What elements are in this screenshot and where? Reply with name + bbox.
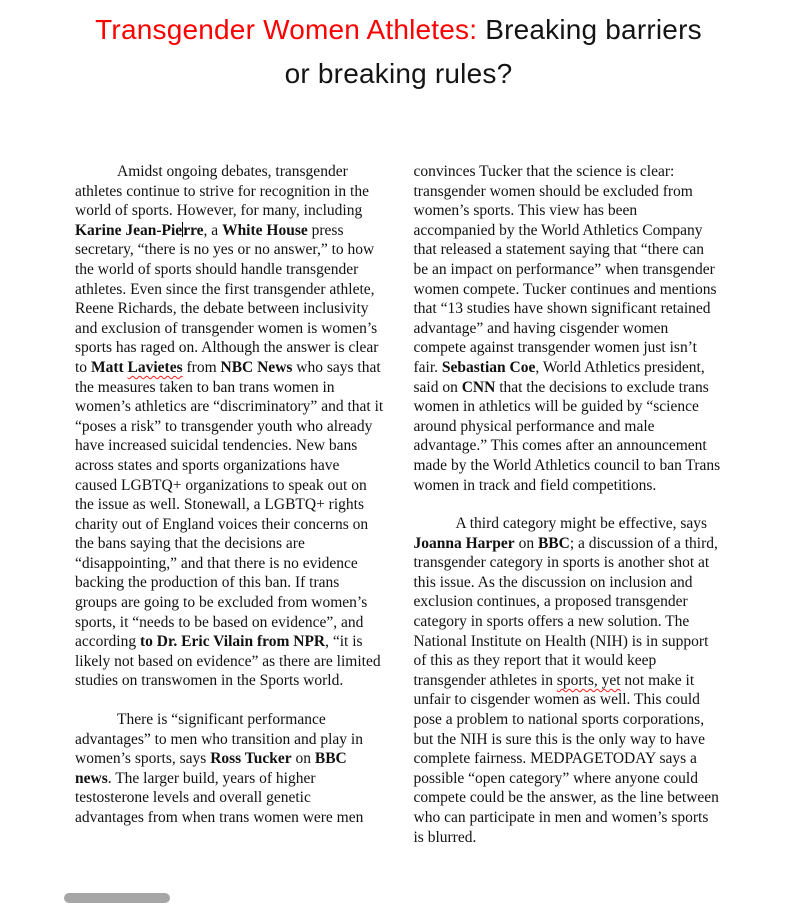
two-column-body (75, 162, 722, 866)
text-run: who says that the measures taken to ban trans women in women’s athletics are “discriminatory” and that it “poses a risk” to transgender youth who already have increased suicidal tendencies. New bans across states and sports organizations have caused LGBTQ+ organizations to speak out on the issue as well. Stonewall, a LGBTQ+ rights charity out of England voices their concerns on the bans saying that the decisions are “disappointing,” and that there is no evidence backing the production of this ban. If trans groups are going to be excluded from women’s sports, it “needs to be based on evidence”, and according (75, 358, 384, 651)
bold-text-run: Matt (90, 358, 128, 376)
text-run: that the decisions to exclude trans women in athletics will be guided by “science around physical performance and male advantage.” This comes after an announcement made by the World Athletics council to ban Trans women in track and field competitions. (413, 378, 721, 494)
text-run: ; a discussion of a third, transgender category in sports is another shot at this issue. As the discussion on inclusion and exclusion continues, a proposed transgender category in sports offers a new solution. The National Institute on Health (NIH) is in support of this as they report that it would keep transgender athletes in (413, 534, 718, 689)
text-run: A third category might be effective, says (455, 515, 708, 533)
bold-text-run: Joanna Harper (413, 534, 515, 552)
bold-text-run: Ross Tucker (210, 750, 292, 768)
paragraph (75, 162, 384, 691)
text-run: , a (203, 221, 223, 239)
bold-text-run: to Dr. Eric Vilain from NPR (139, 633, 326, 651)
bold-text-run: BBC news (75, 750, 347, 787)
text-run: from (182, 358, 221, 376)
left-column (75, 162, 384, 866)
bold-text-run: BBC (537, 534, 570, 552)
bold-text-run: Sebastian Coe (441, 358, 536, 376)
text-run: Amidst ongoing debates, transgender athletes continue to strive for recognition in the world of sports. However, for many, including (75, 163, 369, 220)
right-column (414, 162, 723, 866)
text-run: There is “significant performance advantages” to men who transition and play in women’s sports, says (75, 711, 363, 768)
horizontal-scrollbar-thumb[interactable] (64, 893, 170, 903)
text-run: on (291, 750, 315, 768)
paragraph (414, 514, 723, 847)
document-title (75, 8, 722, 96)
text-run: on (514, 534, 538, 552)
bold-text-run: Karine Jean-Pie (75, 221, 183, 239)
text-run: Transgender Women Athletes: (95, 14, 478, 45)
text-run: or breaking rules? (284, 58, 513, 89)
text-run: Breaking barriers (477, 14, 702, 45)
bold-text-run: rre (183, 221, 204, 239)
text-run: sports, yet (556, 671, 621, 689)
text-run: , World Athletics president, said on (413, 358, 705, 396)
paragraph (414, 162, 723, 495)
paragraph (75, 710, 384, 828)
text-run: press secretary, “there is no yes or no answer,” to how the world of sports should handle transgender athletes. Even since the first transgender athlete, Reene Richards, the debate between inclusivity and exclusion of transgender women is women’s sports has raged on. Although the answer is clear to (75, 221, 379, 376)
text-run: . The larger build, years of higher testosterone levels and overall genetic advantages from when trans women were men (75, 769, 364, 826)
text-run: , “it is likely not based on evidence” as there are limited studies on transwomen in the Sports world. (75, 633, 381, 690)
bold-text-run: Lavietes (127, 358, 183, 376)
text-run: not make it unfair to cisgender women as well. This could pose a problem to national sports corporations, but the NIH is sure this is the only way to have complete fairness. MEDPAGETODAY says a possible “open category” where anyone could compete could be the answer, as the line between who can participate in men and women’s sports is blurred. (413, 671, 719, 846)
bold-text-run: CNN (461, 378, 496, 396)
text-run: convinces Tucker that the science is clear: transgender women should be excluded from women’s sports. This view has been accompanied by the World Athletics Company that released a statement saying that “there can be an impact on performance” when transgender women compete. Tucker continues and mentions that “13 studies have shown significant retained advantage” and having cisgender women compete against transgender women just isn’t fair. (413, 163, 717, 376)
bold-text-run: White House (222, 221, 308, 239)
bold-text-run: NBC News (220, 358, 293, 376)
